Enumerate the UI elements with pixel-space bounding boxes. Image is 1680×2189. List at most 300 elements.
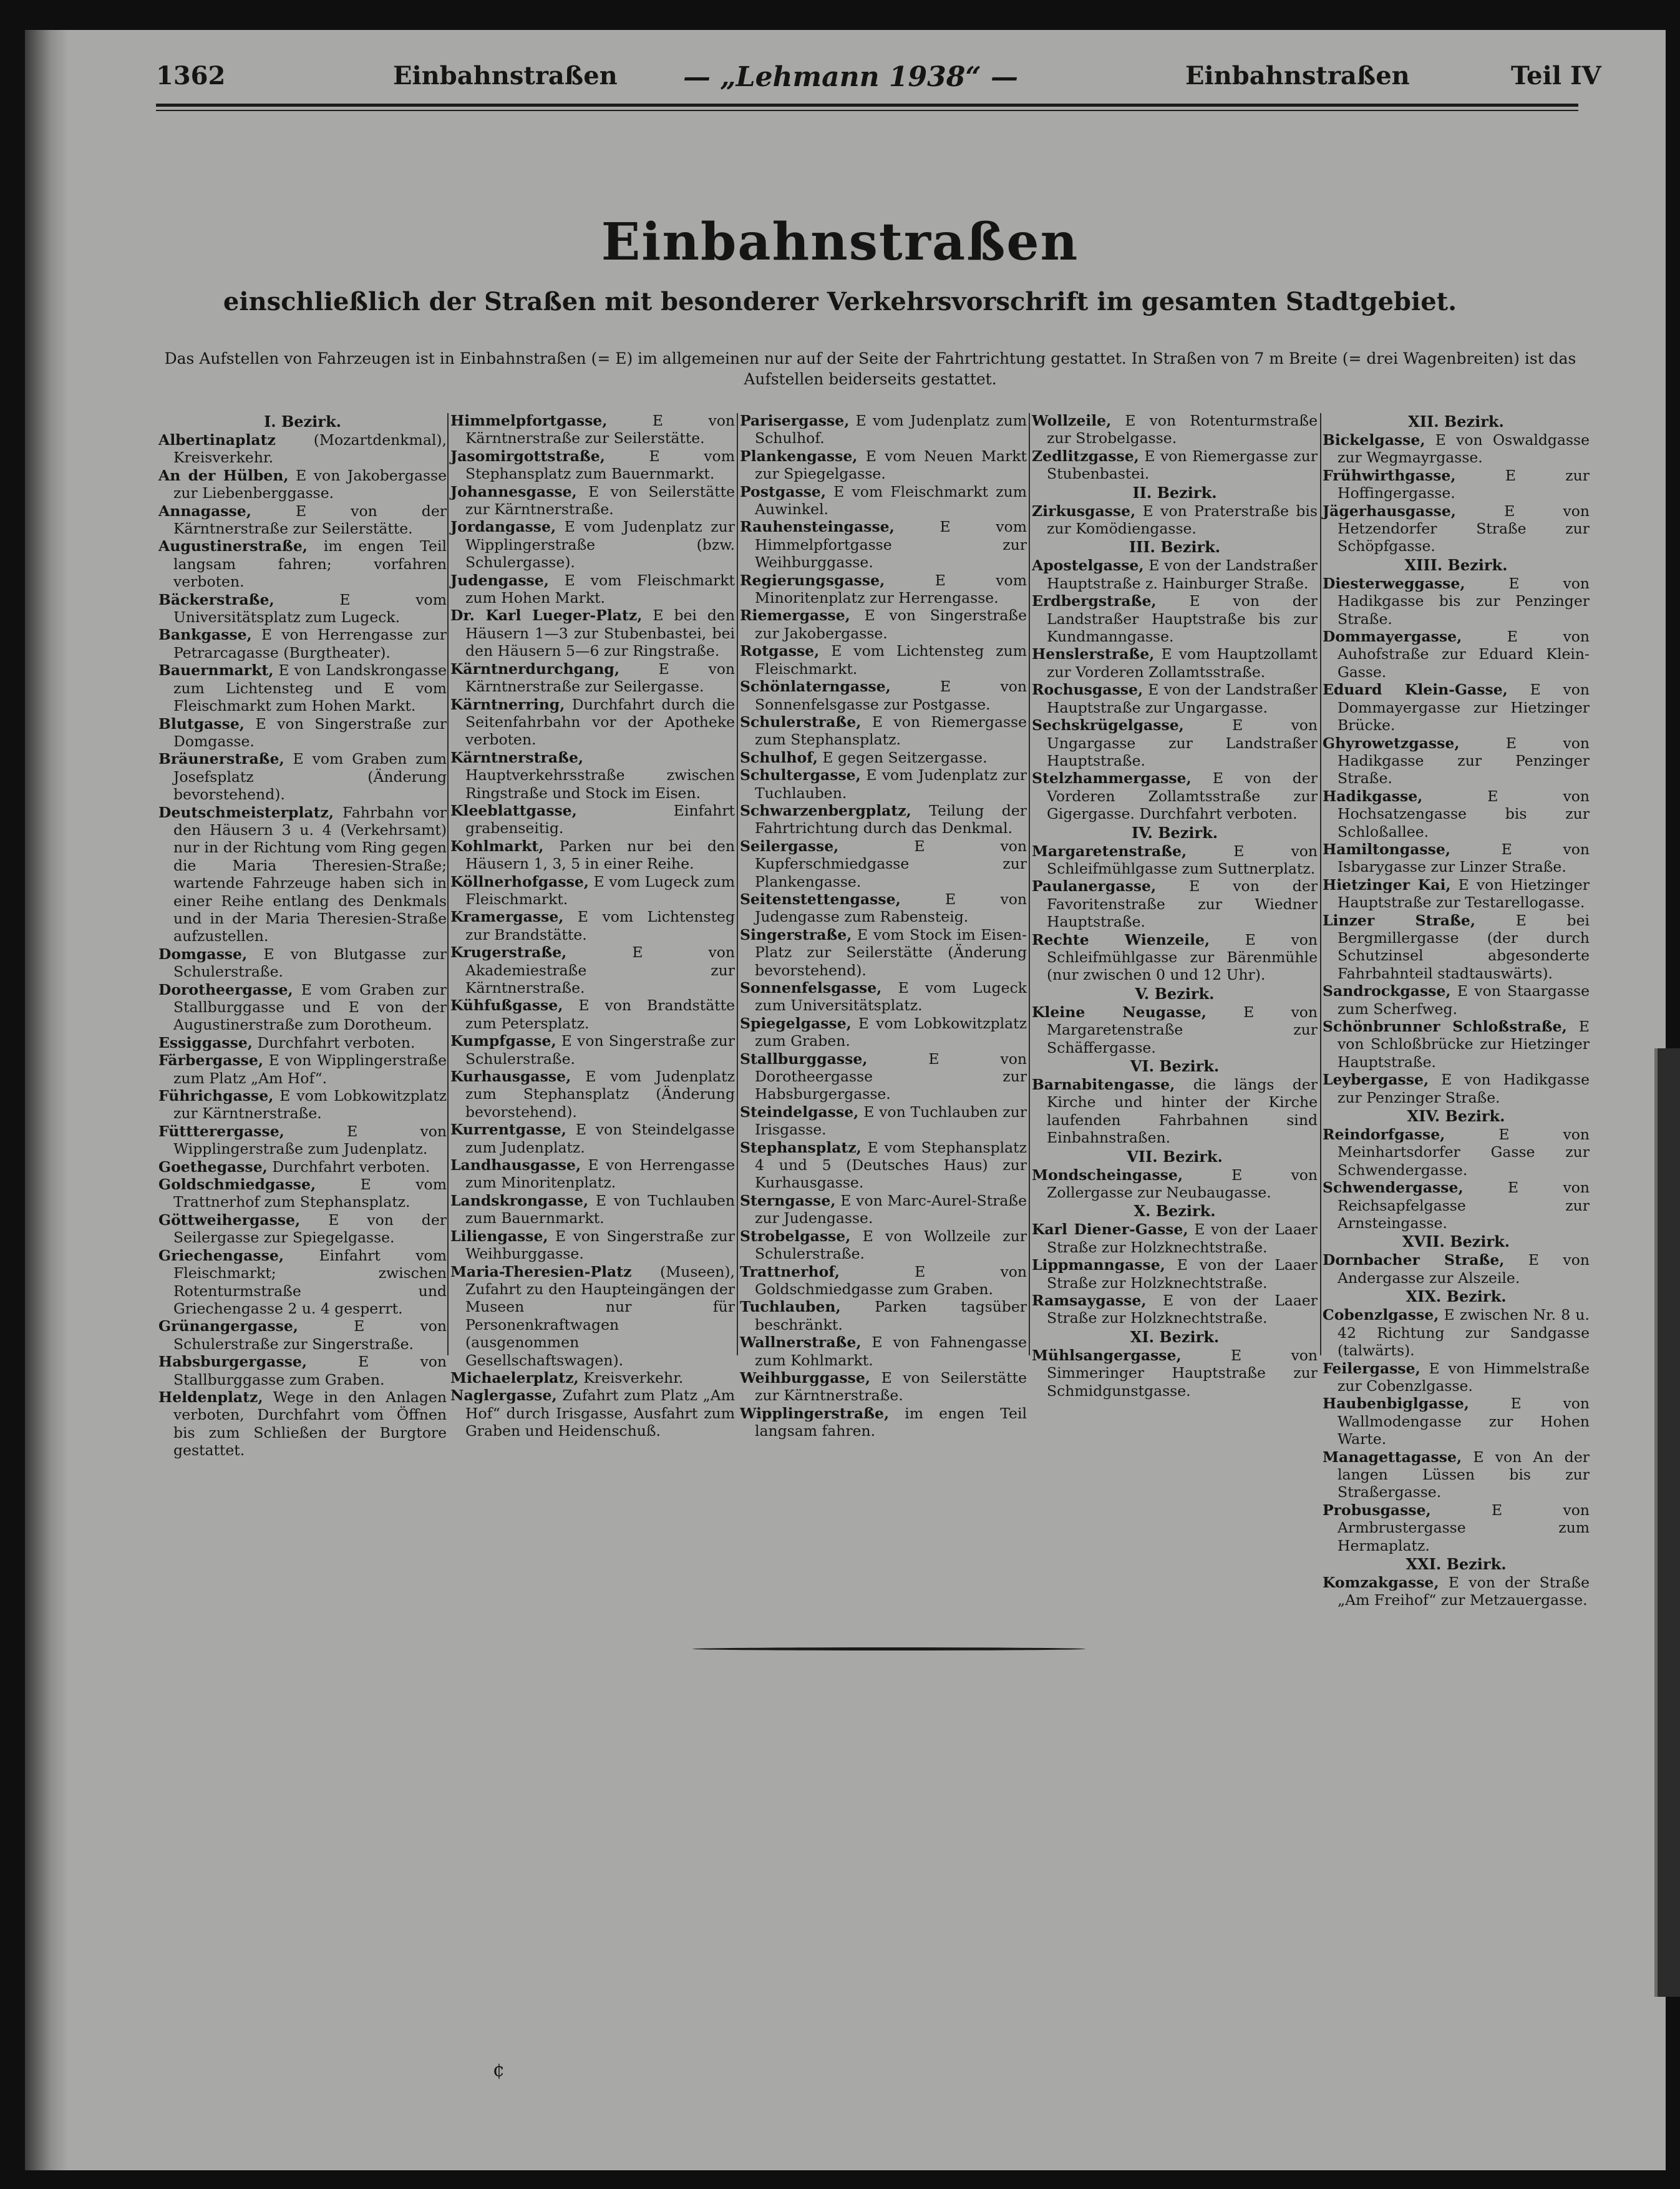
street-rule: E von der Vorderen Zollamtsstraße zur Gigergasse. Durchfahrt verboten. (1047, 769, 1318, 823)
street-name: Habsburgergasse, (158, 1353, 308, 1371)
street-rule: E von Schulerstraße zur Singerstraße. (173, 1317, 447, 1353)
street-rule: E vom Trattnerhof zum Stephansplatz. (173, 1176, 447, 1211)
street-entry (1323, 1360, 1590, 1395)
street-name: Sterngasse, (740, 1191, 836, 1209)
column-5 (1323, 412, 1590, 1609)
street-rule: E bei Bergmillergasse (der durch Schutzinsel abgesonderte Fahrbahnteil stadtauswärts). (1338, 911, 1590, 982)
street-name: Kärntnerstraße, (450, 748, 584, 766)
street-entry (1032, 592, 1318, 645)
street-entry (450, 1156, 735, 1192)
street-rule: E von Goldschmiedgasse zum Graben. (755, 1262, 1027, 1298)
street-rule: Parken tagsüber beschränkt. (755, 1298, 1027, 1333)
street-rule: E vom Minoritenplatz zur Herrengasse. (755, 571, 1027, 607)
street-entry (740, 1405, 1027, 1440)
street-name: Deutschmeisterplatz, (158, 803, 334, 821)
street-entry (158, 715, 447, 751)
street-rule: E von Akademiestraße zur Kärntnerstraße. (465, 943, 735, 997)
street-rule: E vom Lobkowitzplatz zum Graben. (755, 1014, 1027, 1050)
street-entry (450, 1369, 735, 1387)
street-entry (1323, 1501, 1590, 1554)
street-rule: E von Armbrustergasse zum Hermaplatz. (1338, 1501, 1590, 1554)
street-name: Regierungsgasse, (740, 571, 885, 589)
street-name: Barnabitengasse, (1032, 1076, 1175, 1093)
intro-paragraph: Das Aufstellen von Fahrzeugen ist in Einbahnstraßen (= E) im allgemeinen nur auf der Seite der Fahrtrichtung gestattet. In Straßen von 7 m Breite (= drei Wagenbreiten) ist das Aufstellen beiderseits gestattet. (164, 349, 1576, 388)
street-entry (1323, 681, 1590, 734)
street-entry (740, 447, 1027, 483)
street-entry (1323, 841, 1590, 876)
street-rule: E von Reichsapfelgasse zur Arnsteingasse. (1338, 1179, 1590, 1232)
street-name: Leybergasse, (1323, 1071, 1429, 1089)
street-name: Kärntnerdurchgang, (450, 660, 620, 678)
street-name: Stelzhammergasse, (1032, 769, 1192, 787)
street-name: Essiggasse, (158, 1033, 253, 1051)
street-name: Landhausgasse, (450, 1156, 581, 1174)
street-entry (1032, 447, 1318, 483)
street-entry (1323, 1448, 1590, 1501)
book-spine-shadow (25, 30, 69, 2170)
district-heading: XII. Bezirk. (1408, 412, 1504, 431)
street-name: Schönlaterngasse, (740, 678, 891, 696)
column-divider (737, 413, 738, 1355)
street-name: Schwarzenbergplatz, (740, 801, 911, 819)
street-entry (450, 696, 735, 749)
street-entry (1323, 982, 1590, 1018)
street-entry (740, 1103, 1027, 1139)
street-rule: E von Wallmodengasse zur Hohen Warte. (1338, 1395, 1590, 1448)
street-rule: (Museen), Zufahrt zu den Haupteingängen der Museen nur für Personenkraftwagen (ausgenommen Gesellschaftswagen). (465, 1262, 735, 1369)
street-rule: E von Isbarygasse zur Linzer Straße. (1338, 840, 1590, 876)
street-rule: Durchfahrt verboten. (267, 1158, 430, 1176)
street-name: Hadikgasse, (1323, 787, 1423, 805)
street-entry (740, 1263, 1027, 1299)
street-name: Feilergasse, (1323, 1359, 1420, 1377)
street-name: Griechengasse, (158, 1246, 284, 1264)
street-entry (158, 661, 447, 714)
street-entry (1323, 1126, 1590, 1179)
street-rule: E von Simmeringer Hauptstraße zur Schmidgunstgasse. (1047, 1346, 1318, 1400)
street-entry (158, 626, 447, 661)
street-name: Köllnerhofgasse, (450, 872, 589, 890)
street-name: Kurhausgasse, (450, 1068, 571, 1086)
street-rule: Fahrbahn vor den Häusern 3 u. 4 (Verkehrsamt) nur in der Richtung vom Ring gegen die Maria Theresien-Straße; wartende Fahrzeuge haben sich in einer Reihe entlang des Denkmals und in der Maria Theresien-Straße aufzustellen. (173, 803, 447, 945)
street-name: Stephansplatz, (740, 1138, 862, 1156)
street-rule: E von Singerstraße zur Schulerstraße. (465, 1032, 735, 1068)
street-rule: E von Singerstraße zur Jakobergasse. (755, 607, 1027, 642)
street-rule: E vom Judenplatz zum Stephansplatz (Änderung bevorstehend). (465, 1068, 735, 1121)
street-name: Naglergasse, (450, 1387, 557, 1405)
street-entry (1032, 1166, 1318, 1202)
street-rule: E von Rotenturmstraße zur Strobelgasse. (1047, 412, 1318, 447)
street-entry (1323, 1251, 1590, 1287)
street-name: Maria-Theresien-Platz (450, 1262, 632, 1280)
column-divider (1320, 413, 1321, 1355)
street-entry (1323, 1574, 1590, 1609)
street-entry (450, 1192, 735, 1227)
street-rule: E vom Judenplatz zum Schulhof. (755, 412, 1027, 447)
street-rule: E von Dorotheergasse zur Habsburgergasse. (755, 1050, 1027, 1103)
street-rule: E von Praterstraße bis zur Komödiengasse. (1047, 502, 1318, 538)
street-entry (1032, 681, 1318, 716)
district-heading: XI. Bezirk. (1130, 1327, 1220, 1346)
street-rule: E vom Graben zur Stallburggasse und E von der Augustinerstraße zum Dorotheum. (173, 980, 447, 1034)
street-name: Blutgasse, (158, 714, 245, 733)
street-entry (1323, 1306, 1590, 1359)
street-entry (450, 1227, 735, 1263)
street-rule: E von Kärntnerstraße zur Seilergasse. (465, 660, 735, 696)
street-entry (1323, 734, 1590, 787)
page-number: 1362 (156, 61, 226, 90)
street-rule: E vom Judenplatz zur Wipplingerstraße (bzw. Schulergasse). (465, 518, 735, 572)
street-entry (740, 1050, 1027, 1103)
district-heading: II. Bezirk. (1132, 483, 1217, 502)
column-divider (447, 413, 449, 1355)
street-entry (158, 1176, 447, 1211)
street-rule: E von Andergasse zur Alszeile. (1338, 1251, 1590, 1287)
street-name: Trattnerhof, (740, 1262, 840, 1280)
street-entry (1323, 628, 1590, 681)
street-entry (450, 943, 735, 997)
street-name: Schulhof, (740, 748, 818, 766)
street-entry (1032, 1347, 1318, 1400)
street-entry (740, 1298, 1027, 1333)
street-rule: E gegen Seitzergasse. (817, 748, 988, 766)
column-1 (158, 412, 447, 1460)
street-entry (740, 766, 1027, 802)
column-2 (450, 412, 735, 1440)
street-entry (158, 1051, 447, 1087)
page-subtitle: einschließlich der Straßen mit besonderer Verkehrsvorschrift im gesamten Stadtgebiet. (223, 287, 1457, 316)
street-name: Rochusgasse, (1032, 681, 1143, 699)
street-entry (450, 447, 735, 483)
street-name: Henslerstraße, (1032, 645, 1155, 663)
street-name: Seitenstettengasse, (740, 890, 901, 908)
street-rule: E von An der langen Lüssen bis zur Straßergasse. (1338, 1448, 1590, 1501)
street-rule: E von Auhofstraße zur Eduard Klein-Gasse. (1338, 628, 1590, 681)
street-name: Diesterweggasse, (1323, 574, 1465, 592)
street-rule: E von der Landstraßer Hauptstraße bis zur Kundmanngasse. (1047, 592, 1318, 646)
street-rule: E von Fahnengasse zum Kohlmarkt. (755, 1333, 1027, 1369)
header-part: Teil IV (1511, 61, 1601, 90)
street-rule: E von Brandstätte zum Petersplatz. (465, 997, 735, 1032)
street-entry (158, 1247, 447, 1318)
street-name: Stallburggasse, (740, 1050, 868, 1068)
street-rule: E von Wipplingerstraße zum Platz „Am Hof“. (173, 1051, 447, 1087)
street-rule: Kreisverkehr. (578, 1368, 684, 1387)
column-3 (740, 412, 1027, 1440)
street-name: Schwendergasse, (1323, 1179, 1464, 1197)
header-rule (156, 104, 1578, 107)
street-rule: Teilung der Fahrtrichtung durch das Denkmal. (755, 801, 1027, 837)
street-entry (158, 1211, 447, 1247)
street-entry (740, 1333, 1027, 1369)
header-rule-thin (156, 110, 1578, 111)
street-entry (450, 572, 735, 607)
street-rule: E von Sonnenfelsgasse zur Postgasse. (755, 678, 1027, 713)
street-rule: E vom Fleischmarkt zum Auwinkel. (755, 482, 1027, 519)
street-rule: E von der Laaer Straße zur Holzknechtstraße. (1047, 1292, 1318, 1327)
street-entry (740, 749, 1027, 766)
street-entry (1032, 931, 1318, 984)
district-heading: III. Bezirk. (1129, 538, 1221, 557)
street-name: Lippmanngasse, (1032, 1256, 1165, 1274)
street-rule: E von Hietzinger Hauptstraße zur Testarellogasse. (1338, 875, 1590, 912)
street-name: Albertinaplatz (158, 431, 276, 449)
street-name: Augustinerstraße, (158, 537, 308, 555)
street-name: Kumpfgasse, (450, 1032, 556, 1050)
street-entry (740, 607, 1027, 642)
street-name: Probusgasse, (1323, 1501, 1431, 1519)
street-name: Kühfußgasse, (450, 997, 563, 1015)
street-entry (1032, 502, 1318, 538)
bottom-mark: ¢ (493, 2059, 505, 2081)
street-name: Erdbergstraße, (1032, 592, 1157, 610)
street-rule: E von Judengasse zum Rabensteig. (755, 890, 1027, 926)
street-rule: Einfahrt vom Fleischmarkt; zwischen Rotenturmstraße und Griechengasse 2 u. 4 gesperrt. (173, 1246, 447, 1317)
street-entry (450, 660, 735, 696)
street-name: Apostelgasse, (1032, 557, 1144, 575)
street-rule: E vom Universitätsplatz zum Lugeck. (173, 590, 447, 626)
street-name: Wipplingerstraße, (740, 1404, 890, 1422)
street-entry (740, 1139, 1027, 1192)
street-rule: E von der Favoritenstraße zur Wiedner Hauptstraße. (1047, 877, 1318, 931)
street-rule: die längs der Kirche und hinter der Kirche laufenden Fahrbahnen sind Einbahnstraßen. (1047, 1076, 1318, 1147)
district-heading: XIII. Bezirk. (1404, 555, 1508, 574)
street-entry (450, 607, 735, 660)
street-rule: E von Riemergasse zur Stubenbastei. (1047, 447, 1318, 483)
street-entry (158, 1158, 447, 1176)
street-rule: Wege in den Anlagen verboten, Durchfahrt vom Öffnen bis zum Schließen der Burgtore gestattet. (173, 1388, 447, 1460)
street-name: Führichgasse, (158, 1087, 274, 1105)
street-entry (158, 804, 447, 945)
street-entry (158, 1087, 447, 1123)
street-rule: E von der Laaer Straße zur Holzknechtstraße. (1047, 1256, 1318, 1292)
street-name: Jägerhausgasse, (1323, 502, 1456, 520)
district-heading: V. Bezirk. (1135, 984, 1215, 1003)
street-entry (740, 678, 1027, 713)
street-name: Frühwirthgasse, (1323, 466, 1456, 484)
header-left-title: Einbahnstraßen (393, 61, 618, 90)
street-name: Ghyrowetzgasse, (1323, 734, 1460, 752)
street-name: Hamiltongasse, (1323, 840, 1451, 858)
street-entry (158, 750, 447, 803)
street-name: Füttterergasse, (158, 1122, 284, 1140)
street-name: Komzakgasse, (1323, 1573, 1439, 1591)
street-name: Kramergasse, (450, 908, 564, 926)
street-entry (740, 837, 1027, 890)
street-rule: E von Schloßbrücke zur Hietzinger Hauptstraße. (1338, 1018, 1590, 1071)
street-name: Dorotheergasse, (158, 980, 293, 998)
street-rule: E vom Fleischmarkt zum Hohen Markt. (465, 571, 735, 607)
street-entry (1032, 877, 1318, 930)
street-name: Wallnerstraße, (740, 1333, 862, 1352)
street-rule: E von Wollzeile zur Schulerstraße. (755, 1227, 1027, 1263)
street-name: Schönbrunner Schloßstraße, (1323, 1018, 1567, 1035)
street-name: Judengasse, (450, 571, 549, 589)
street-rule: E von Blutgasse zur Schulerstraße. (173, 945, 447, 981)
street-name: Grünangergasse, (158, 1317, 298, 1335)
street-name: Reindorfgasse, (1323, 1126, 1445, 1144)
street-entry (158, 1123, 447, 1158)
district-heading: XIV. Bezirk. (1407, 1107, 1505, 1126)
street-name: Kleeblattgasse, (450, 801, 577, 819)
street-entry (450, 997, 735, 1032)
street-entry (740, 572, 1027, 607)
street-rule: E von Schleifmühlgasse zur Bärenmühle (nur zwischen 0 und 12 Uhr). (1047, 930, 1318, 984)
street-rule: (Mozartdenkmal), Kreisverkehr. (173, 431, 447, 467)
street-entry (740, 1192, 1027, 1227)
street-rule: Durchfahrt durch die Seitenfahrbahn vor der Apotheke verboten. (465, 695, 735, 749)
street-rule: E zur Hoffingergasse. (1338, 466, 1590, 502)
street-name: Dornbacher Straße, (1323, 1251, 1505, 1269)
street-entry (1032, 1256, 1318, 1292)
street-entry (158, 537, 447, 590)
street-entry (158, 1317, 447, 1353)
street-name: Parisergasse, (740, 412, 850, 429)
street-name: Göttweihergasse, (158, 1211, 301, 1229)
street-rule: E von Staargasse zum Scherfweg. (1338, 982, 1590, 1018)
street-rule: E von Steindelgasse zum Judenplatz. (465, 1121, 735, 1156)
street-rule: im engen Teil langsam fahren. (755, 1404, 1027, 1440)
street-entry (1323, 1071, 1590, 1106)
street-entry (740, 412, 1027, 447)
street-rule: E zwischen Nr. 8 u. 42 Richtung zur Sandgasse (talwärts). (1338, 1306, 1590, 1360)
street-entry (450, 1121, 735, 1156)
street-name: Kohlmarkt, (450, 837, 544, 855)
page-title: Einbahnstraßen (601, 212, 1079, 272)
street-rule: E vom Lichtensteg zum Fleischmarkt. (755, 642, 1027, 678)
street-entry (158, 1388, 447, 1460)
street-rule: E von der Landstraßer Hauptstraße z. Hainburger Straße. (1047, 557, 1318, 592)
street-rule: E von Kärntnerstraße zur Seilerstätte. (465, 412, 735, 447)
district-heading: XVII. Bezirk. (1402, 1232, 1510, 1251)
street-name: Zedlitzgasse, (1032, 447, 1139, 465)
street-name: Sandrockgasse, (1323, 982, 1451, 1000)
street-name: Steindelgasse, (740, 1103, 859, 1121)
street-rule: Durchfahrt verboten. (252, 1033, 415, 1051)
street-entry (158, 1353, 447, 1388)
street-name: Krugerstraße, (450, 943, 567, 962)
district-heading: XIX. Bezirk. (1406, 1287, 1507, 1306)
street-entry (1032, 645, 1318, 681)
street-entry (450, 412, 735, 447)
street-entry (158, 945, 447, 981)
street-name: Spiegelgasse, (740, 1014, 852, 1032)
street-rule: E vom Lugeck zum Universitätsplatz. (755, 979, 1027, 1015)
street-name: Kurrentgasse, (450, 1121, 566, 1139)
street-entry (1032, 1221, 1318, 1256)
street-rule: E von Herrengasse zur Petrarcagasse (Burgtheater). (173, 626, 447, 661)
street-name: Sonnenfelsgasse, (740, 979, 882, 997)
street-name: Himmelpfortgasse, (450, 412, 608, 429)
street-rule: E vom Himmelpfortgasse zur Weihburggasse. (755, 518, 1027, 572)
street-name: Kärntnerring, (450, 695, 565, 713)
district-heading: VII. Bezirk. (1127, 1147, 1223, 1166)
street-name: Hietzinger Kai, (1323, 875, 1451, 894)
street-name: Margaretenstraße, (1032, 842, 1187, 860)
street-name: Sechskrügelgasse, (1032, 716, 1184, 734)
street-rule: E von Singerstraße zur Domgasse. (173, 714, 447, 750)
street-entry (740, 1369, 1027, 1405)
street-name: Haubenbiglgasse, (1323, 1395, 1469, 1413)
district-heading: I. Bezirk. (264, 412, 341, 431)
street-name: Rotgasse, (740, 642, 820, 660)
street-name: Paulanergasse, (1032, 877, 1157, 895)
street-name: Heldenplatz, (158, 1388, 263, 1406)
street-rule: Zufahrt zum Platz „Am Hof“ durch Irisgasse, Ausfahrt zum Graben und Heidenschuß. (465, 1387, 735, 1440)
street-name: Johannesgasse, (450, 482, 577, 500)
street-rule: E von der Landstraßer Hauptstraße zur Ungargasse. (1047, 681, 1318, 716)
street-name: Liliengasse, (450, 1227, 548, 1245)
street-entry (1323, 787, 1590, 841)
street-rule: E von Kupferschmiedgasse zur Plankengasse. (755, 837, 1027, 890)
street-entry (1323, 1179, 1590, 1232)
street-rule: E vom Neuen Markt zur Spiegelgasse. (755, 447, 1027, 483)
street-entry (1323, 1395, 1590, 1448)
street-rule: Einfahrt grabenseitig. (465, 801, 735, 837)
street-name: Michaelerplatz, (450, 1368, 579, 1387)
street-entry (158, 502, 447, 538)
street-rule: E vom Hauptzollamt zur Vorderen Zollamtsstraße. (1047, 645, 1318, 681)
street-rule: E von Hadikgasse zur Penzinger Straße. (1338, 1071, 1590, 1106)
street-rule: E von Marc-Aurel-Straße zur Judengasse. (755, 1191, 1027, 1227)
street-entry (450, 802, 735, 837)
street-rule: E vom Judenplatz zur Tuchlauben. (755, 766, 1027, 802)
street-entry (1323, 467, 1590, 502)
header-center-title: — „Lehmann 1938“ — (683, 61, 1019, 93)
street-name: Jasomirgottstraße, (450, 447, 605, 465)
street-entry (450, 1263, 735, 1369)
street-rule: E von Landskrongasse zum Lichtensteg und E vom Fleischmarkt zum Hohen Markt. (173, 661, 447, 715)
street-name: Managettagasse, (1323, 1448, 1462, 1466)
district-heading: VI. Bezirk. (1130, 1057, 1220, 1075)
street-entry (1323, 912, 1590, 983)
street-rule: E von Himmelstraße zur Cobenzlgasse. (1338, 1359, 1590, 1395)
street-name: Dr. Karl Lueger-Platz, (450, 607, 643, 625)
street-entry (158, 1034, 447, 1051)
street-rule: E bei den Häusern 1—3 zur Stubenbastei, bei den Häusern 5—6 zur Ringstraße. (465, 607, 735, 660)
street-rule: E von Oswaldgasse zur Wegmayrgasse. (1338, 431, 1590, 467)
street-entry (1032, 1076, 1318, 1147)
street-rule: E von Dommayergasse zur Hietzinger Brücke. (1338, 681, 1590, 734)
street-entry (158, 467, 447, 502)
street-entry (158, 431, 447, 467)
street-entry (740, 1015, 1027, 1050)
street-entry (1323, 876, 1590, 912)
column-divider (1029, 413, 1030, 1355)
street-name: Rechte Wienzeile, (1032, 930, 1210, 948)
street-entry (740, 642, 1027, 678)
street-entry (1323, 502, 1590, 555)
street-rule: E vom Stephansplatz zum Bauernmarkt. (465, 447, 735, 483)
street-entry (450, 837, 735, 873)
street-rule: E von Meinhartsdorfer Gasse zur Schwendergasse. (1338, 1126, 1590, 1179)
street-entry (450, 518, 735, 571)
street-entry (450, 873, 735, 909)
street-rule: E von Tuchlauben zum Bauernmarkt. (465, 1191, 735, 1227)
street-name: Tuchlauben, (740, 1298, 841, 1316)
street-entry (1032, 769, 1318, 822)
running-header (156, 61, 1601, 99)
street-rule: Hauptverkehrsstraße zwischen Ringstraße und Stock im Eisen. (465, 766, 735, 802)
street-rule: E von Tuchlauben zur Irisgasse. (755, 1103, 1027, 1139)
street-rule: E von Hadikgasse zur Penzinger Straße. (1338, 734, 1590, 787)
street-rule: E vom Graben zum Josefsplatz (Änderung bevorstehend). (173, 750, 447, 804)
district-heading: X. Bezirk. (1134, 1202, 1216, 1221)
street-entry (1032, 716, 1318, 769)
street-name: Mühlsangergasse, (1032, 1346, 1182, 1364)
street-entry (740, 890, 1027, 926)
street-name: Rauhensteingasse, (740, 518, 895, 536)
